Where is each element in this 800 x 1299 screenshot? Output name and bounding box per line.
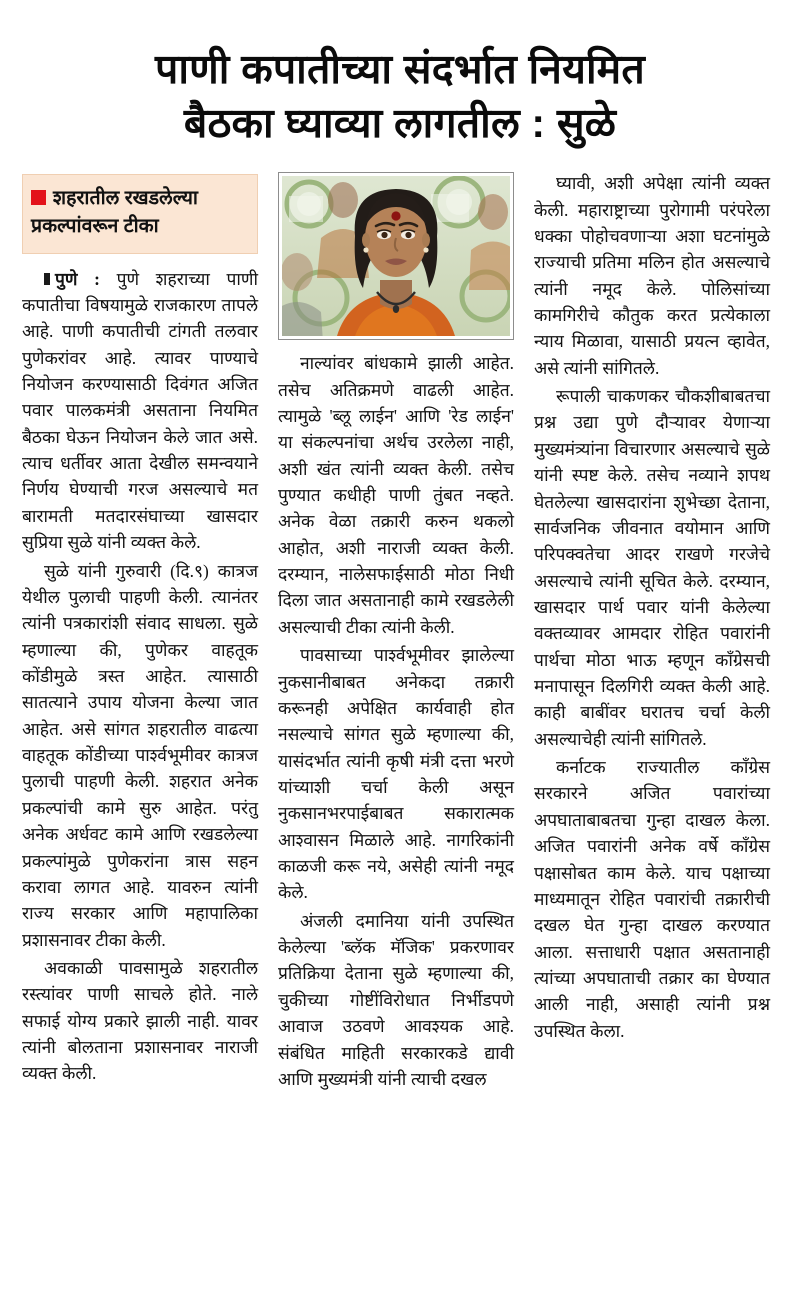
- photo-image: [282, 176, 510, 336]
- column-3: [524, 170, 780, 1044]
- paragraph: रूपाली चाकणकर चौकशीबाबतचा प्रश्न उद्या पुणे दौऱ्यावर येणाऱ्या मुख्यमंत्र्यांना विचारणार असल्याचे सुळे यांनी स्पष्ट केले. तसेच नव्याने शपथ घेतलेल्या खासदारांना शुभेच्छा देताना, सार्वजनिक जीवनात वयोमान आणि परिपक्वतेचा आदर राखणे गरजेचे असल्याचे त्यांनी सूचित केले. दरम्यान, खासदार पार्थ पवार यांनी केलेल्या वक्तव्यावर आमदार रोहित पवारांनी पार्थचा मोठा भाऊ म्हणून काँग्रेसची मनापासून दिलगिरी व्यक्त केली आहे. काही बाबींवर घरातच चर्चा केली असल्याचेही त्यांनी सांगितले.: [534, 386, 770, 749]
- headline-line-2: बैठका घ्याव्या लागतील : सुळे: [183, 100, 617, 147]
- column-2-body: [278, 350, 514, 1092]
- column-2: [268, 170, 524, 1092]
- kicker-box: [22, 174, 258, 253]
- column-1: [12, 170, 268, 1087]
- paragraph: अवकाळी पावसामुळे शहरातील रस्त्यांवर पाणी साचले होते. नाले सफाई योग्य प्रकारे झाली नाही. यावर त्यांनी बोलताना प्रशासनावर नाराजी व्यक्त केली.: [22, 957, 258, 1084]
- kicker-line-1: शहरातील रखडलेल्या: [53, 187, 198, 210]
- paragraph: [22, 266, 258, 556]
- kicker-text: [31, 185, 249, 240]
- dateline-bullet-icon: [44, 273, 50, 285]
- headline-line-1: पाणी कपातीच्या संदर्भात नियमित: [155, 46, 645, 92]
- paragraph: पावसाच्या पार्श्वभूमीवर झालेल्या नुकसानीबाबत अनेकदा तक्रारी करूनही अपेक्षित कार्यवाही होत नसल्याचे सांगत सुळे म्हणाल्या की, यासंदर्भात त्यांनी कृषी मंत्री दत्ता भरणे यांच्याशी चर्चा केली असून नुकसानभरपाईबाबत सकारात्मक आश्वासन मिळाले आहे. नागरिकांनी काळजी करू नये, असेही त्यांनी नमूद केले.: [278, 645, 514, 903]
- paragraph: सुळे यांनी गुरुवारी (दि.९) कात्रज येथील पुलाची पाहणी केली. त्यानंतर त्यांनी पत्रकारांशी संवाद साधला. सुळे म्हणाल्या की, पुणेकर वाहतूक कोंडीमुळे त्रस्त आहेत. त्यासाठी सातत्याने उपाय योजना केल्या जात आहेत. असे सांगत शहरातील वाढत्या वाहतूक कोंडीच्या पार्श्वभूमीवर कात्रज पुलाची पाहणी केली. शहरात अनेक प्रकल्पांची कामे सुरु आहेत. परंतु अनेक अर्धवट कामे आणि रखडलेल्या प्रकल्पांमुळे पुणेकरांना त्रास सहन करावा लागत आहे. यावरुन त्यांनी राज्य सरकार आणि महापालिका प्रशासनावर टीका केली.: [22, 560, 258, 950]
- portrait-illustration: [282, 176, 510, 336]
- paragraph: घ्यावी, अशी अपेक्षा त्यांनी व्यक्त केली. महाराष्ट्राच्या पुरोगामी परंपरेला धक्का पोहोचवणाऱ्या अशा घटनांमुळे राज्याची प्रतिमा मलिन होत असल्याचे त्यांनी नमूद केले. पोलिसांच्या कामगिरीचे कौतुक करत प्रत्येकाला न्याय मिळावा, यासाठी प्रयत्न व्हावेत, असे त्यांनी सांगितले.: [534, 173, 770, 378]
- article-columns: [0, 156, 800, 1102]
- kicker-line-2: प्रकल्पांवरून टीका: [31, 214, 159, 237]
- page-headline: [0, 0, 800, 156]
- paragraph: नाल्यांवर बांधकामे झाली आहेत. तसेच अतिक्रमणे वाढली आहेत. त्यामुळे 'ब्लू लाईन' आणि 'रेड लाईन' या संकल्पनांचा अर्थच उरलेला नाही, अशी खंत त्यांनी व्यक्त केली. तसेच पुण्यात कधीही पाणी तुंबत नव्हते. अनेक वेळा तक्रारी करुन थकलो आहोत, अशी नाराजी व्यक्त केली. दरम्यान, नालेसफाईसाठी मोठा निधी दिला जात असतानाही कामे रखडलेली असल्याची टीका त्यांनी केली.: [278, 353, 514, 637]
- paragraph-text: पुणे शहराच्या पाणी कपातीचा विषयामुळे राजकारण तापले आहे. पाणी कपातीची टांगती तलवार पुणेकरांवर आहे. त्यावर पाण्याचे नियोजन करण्यासाठी दिवंगत अजित पवार पालकमंत्री असताना नियमित बैठका घेऊन नियोजन केले जात असे. त्याच धर्तीवर आता देखील समन्वयाने निर्णय घेण्याची गरज असल्याचे मत बारामती मतदारसंघाच्या खासदार सुप्रिया सुळे यांनी व्यक्त केले.: [22, 268, 258, 553]
- article-photo: [278, 172, 514, 340]
- dateline: पुणे :: [55, 268, 100, 289]
- column-3-body: [534, 170, 770, 1044]
- paragraph: कर्नाटक राज्यातील काँग्रेस सरकारने अजित पवारांच्या अपघाताबाबतचा गुन्हा दाखल केला. अजित पवारांनी अनेक वर्षे काँग्रेस पक्षासोबत काम केले. याच पक्षाच्या माध्यमातून रोहित पवारांची तक्रारीची दखल घेत गुन्हा दाखल करण्यात आला. सत्ताधारी पक्षात असतानाही त्यांच्या अपघाताची तक्रार का घेण्यात आली नाही, असाही त्यांनी प्रश्न उपस्थित केला.: [534, 757, 770, 1041]
- paragraph: अंजली दमानिया यांनी उपस्थित केलेल्या 'ब्लॅक मॅजिक' प्रकरणावर प्रतिक्रिया देताना सुळे म्हणाल्या की, चुकीच्या गोष्टींविरोधात निर्भीडपणे आवाज उठवणे आवश्यक आहे. संबंधित माहिती सरकारकडे द्यावी आणि मुख्यमंत्री यांनी त्याची दखल: [278, 910, 514, 1089]
- red-square-bullet-icon: [31, 190, 46, 205]
- column-1-body: [22, 266, 258, 1087]
